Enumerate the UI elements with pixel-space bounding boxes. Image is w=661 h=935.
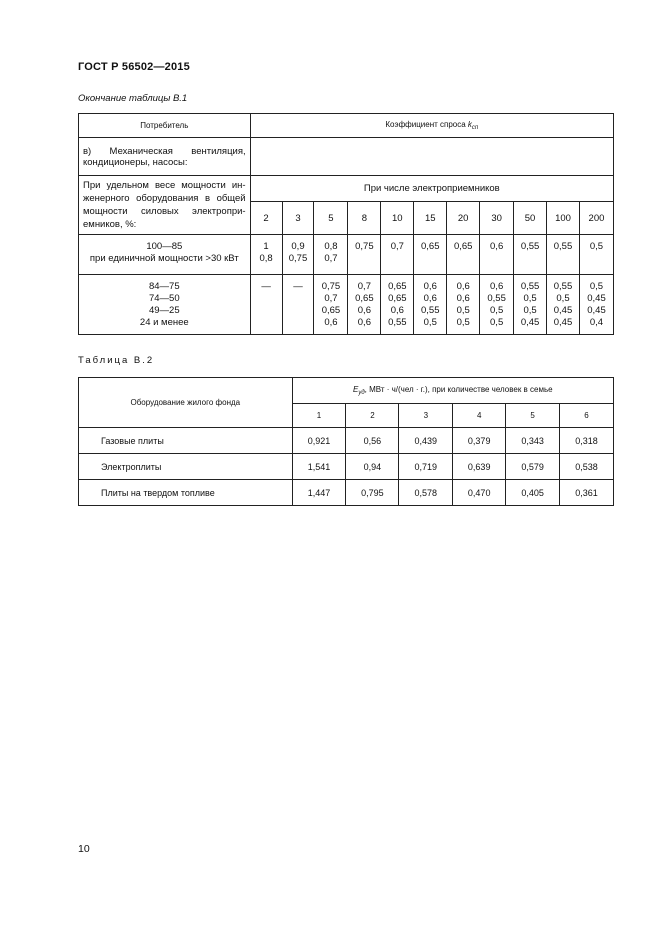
consumption-value: 1,541 <box>292 454 346 480</box>
coeff-cell <box>480 235 514 275</box>
coeff-value: 0,6 <box>490 281 504 292</box>
coeff-value: 0,65 <box>388 293 407 304</box>
coeff-value: 1 <box>263 241 269 252</box>
col-head-equipment: Оборудование жилого фонда <box>79 378 293 428</box>
coeff-value: 0,45 <box>520 317 540 328</box>
coeff-value: 0,5 <box>456 317 470 328</box>
coeff-value: 0,5 <box>589 241 604 252</box>
coeff-value: 0,7 <box>324 253 338 264</box>
coeff-value: 0,65 <box>453 241 473 252</box>
coeff-cell <box>447 275 480 335</box>
coeff-value: 0,4 <box>589 317 604 328</box>
coeff-value: 0,5 <box>490 317 504 328</box>
consumption-value: 0,405 <box>506 480 560 506</box>
receiver-count-cell: 10 <box>381 202 414 235</box>
table2-title: Таблица В.2 <box>78 355 155 366</box>
coeff-cell <box>514 235 547 275</box>
coeff-value: 0,6 <box>357 317 371 328</box>
receiver-count-cell: 5 <box>314 202 348 235</box>
coeff-cell <box>250 235 282 275</box>
receiver-count-cell: 15 <box>414 202 447 235</box>
consumption-value: 0,439 <box>399 428 453 454</box>
coeff-value: 0,45 <box>553 305 573 316</box>
coeff-cell <box>348 235 381 275</box>
coeff-value: 0,8 <box>324 241 338 252</box>
coeff-value: 0,6 <box>456 281 470 292</box>
table1-caption: Окончание таблицы В.1 <box>78 93 188 104</box>
coeff-value: 0,6 <box>357 305 371 316</box>
receiver-count-cell: 3 <box>282 202 314 235</box>
coeff-value: 0,75 <box>288 253 308 264</box>
coeff-cell <box>579 275 613 335</box>
equipment-name: Электроплиты <box>79 454 293 480</box>
coeff-value: 0,7 <box>357 281 371 292</box>
coeff-value: 0,5 <box>423 317 437 328</box>
coeff-value: 0,5 <box>523 293 537 304</box>
col-head-coeff: Коэффициент спроса $k_{сп}$ <box>250 114 613 138</box>
coeff-value: 0,8 <box>259 253 273 264</box>
coeff-cell <box>282 275 314 335</box>
coeff-cell <box>381 275 414 335</box>
family-size-cell: 3 <box>399 404 453 428</box>
coeff-value: — <box>261 281 271 292</box>
consumption-value: 0,94 <box>346 454 399 480</box>
receiver-count-cell: 8 <box>348 202 381 235</box>
equipment-name: Газовые плиты <box>79 428 293 454</box>
receiver-count-cell: 50 <box>514 202 547 235</box>
family-size-cell: 4 <box>453 404 506 428</box>
coeff-cell <box>547 235 580 275</box>
coeff-value: 0,6 <box>456 293 470 304</box>
coeff-value: 0,5 <box>490 305 504 316</box>
coeff-cell <box>414 235 447 275</box>
coeff-cell <box>314 235 348 275</box>
consumption-value: 0,470 <box>453 480 506 506</box>
row-ventilation-label: в) Механическая вентиляция, кондиционеры, насосы: <box>79 138 251 176</box>
row1-label: 100—85 при единичной мощности >30 кВт <box>79 235 251 275</box>
receiver-count-cell: 30 <box>480 202 514 235</box>
coeff-value: 0,65 <box>388 281 407 292</box>
coeff-cell <box>414 275 447 335</box>
table-row <box>79 480 614 506</box>
consumption-value: 0,56 <box>346 428 399 454</box>
consumption-value: 0,921 <box>292 428 346 454</box>
consumption-value: 0,538 <box>560 454 614 480</box>
receiver-count-cell: 200 <box>579 202 613 235</box>
consumption-value: 0,719 <box>399 454 453 480</box>
family-size-cell: 2 <box>346 404 399 428</box>
coeff-value: 0,5 <box>456 305 470 316</box>
coeff-value: 0,65 <box>355 293 374 304</box>
receiver-count-cell: 20 <box>447 202 480 235</box>
consumption-value: 0,795 <box>346 480 399 506</box>
coeff-value: 0,55 <box>421 305 440 316</box>
col-head-consumer: Потребитель <box>79 114 251 138</box>
table-b1-continuation <box>78 113 614 335</box>
coeff-value: 0,7 <box>324 293 338 304</box>
coeff-value: 0,55 <box>487 293 506 304</box>
consumption-value: 0,578 <box>399 480 453 506</box>
coeff-value: 0,6 <box>490 241 504 252</box>
standard-header: ГОСТ Р 56502—2015 <box>78 61 190 73</box>
family-size-cell: 5 <box>506 404 560 428</box>
coeff-value: 0,5 <box>556 293 570 304</box>
coeff-value: 0,5 <box>523 305 537 316</box>
coeff-value: 0,55 <box>553 281 573 292</box>
coeff-value: 0,45 <box>553 317 573 328</box>
family-size-cell: 1 <box>292 404 346 428</box>
coeff-cell <box>250 275 282 335</box>
coeff-cell <box>348 275 381 335</box>
consumption-value: 0,579 <box>506 454 560 480</box>
coeff-value: 0,45 <box>587 293 606 304</box>
coeff-value: 0,6 <box>423 281 437 292</box>
coeff-cell <box>514 275 547 335</box>
receiver-count-cell: 2 <box>250 202 282 235</box>
coeff-cell <box>282 235 314 275</box>
coeff-cell <box>381 235 414 275</box>
coeff-value: 0,75 <box>355 241 374 252</box>
row2-label: 84—75 74—50 49—25 24 и менее <box>79 275 251 335</box>
coeff-value: 0,55 <box>388 317 407 328</box>
coeff-cell <box>480 275 514 335</box>
consumption-value: 1,447 <box>292 480 346 506</box>
coeff-value: 0,55 <box>520 281 540 292</box>
coeff-cell <box>579 235 613 275</box>
coeff-value: 0,6 <box>324 317 338 328</box>
coeff-value: 0,55 <box>553 241 573 252</box>
coeff-value: 0,55 <box>520 241 540 252</box>
table-row <box>79 428 614 454</box>
table-row <box>79 454 614 480</box>
coeff-value: 0,6 <box>390 305 404 316</box>
receiver-count-cell: 100 <box>547 202 580 235</box>
consumption-value: 0,379 <box>453 428 506 454</box>
page-number: 10 <box>78 843 90 855</box>
equipment-name: Плиты на твердом топливе <box>79 480 293 506</box>
consumption-value: 0,639 <box>453 454 506 480</box>
coeff-value: 0,65 <box>421 241 440 252</box>
coeff-value: 0,9 <box>291 241 305 252</box>
coeff-value: — <box>293 281 303 292</box>
receivers-label: При числе электроприемников <box>250 176 613 202</box>
coeff-value: 0,7 <box>390 241 404 252</box>
coeff-cell <box>447 235 480 275</box>
table-b2 <box>78 377 614 506</box>
family-size-cell: 6 <box>560 404 614 428</box>
consumption-value: 0,343 <box>506 428 560 454</box>
coeff-value: 0,6 <box>423 293 437 304</box>
coeff-value: 0,5 <box>589 281 604 292</box>
coeff-value: 0,45 <box>587 305 606 316</box>
col-head-consumption: $E_{уд}$, МВт · ч/(чел · г.), при количестве человек в семье <box>292 378 613 404</box>
coeff-value: 0,65 <box>321 305 341 316</box>
coeff-cell <box>314 275 348 335</box>
consumption-value: 0,361 <box>560 480 614 506</box>
consumption-value: 0,318 <box>560 428 614 454</box>
row-share-label: При удельном весе мощности ин- женерного оборудования в общей мощности силовых электропри- емников, %: <box>79 176 251 235</box>
coeff-cell <box>547 275 580 335</box>
coeff-value: 0,75 <box>321 281 341 292</box>
